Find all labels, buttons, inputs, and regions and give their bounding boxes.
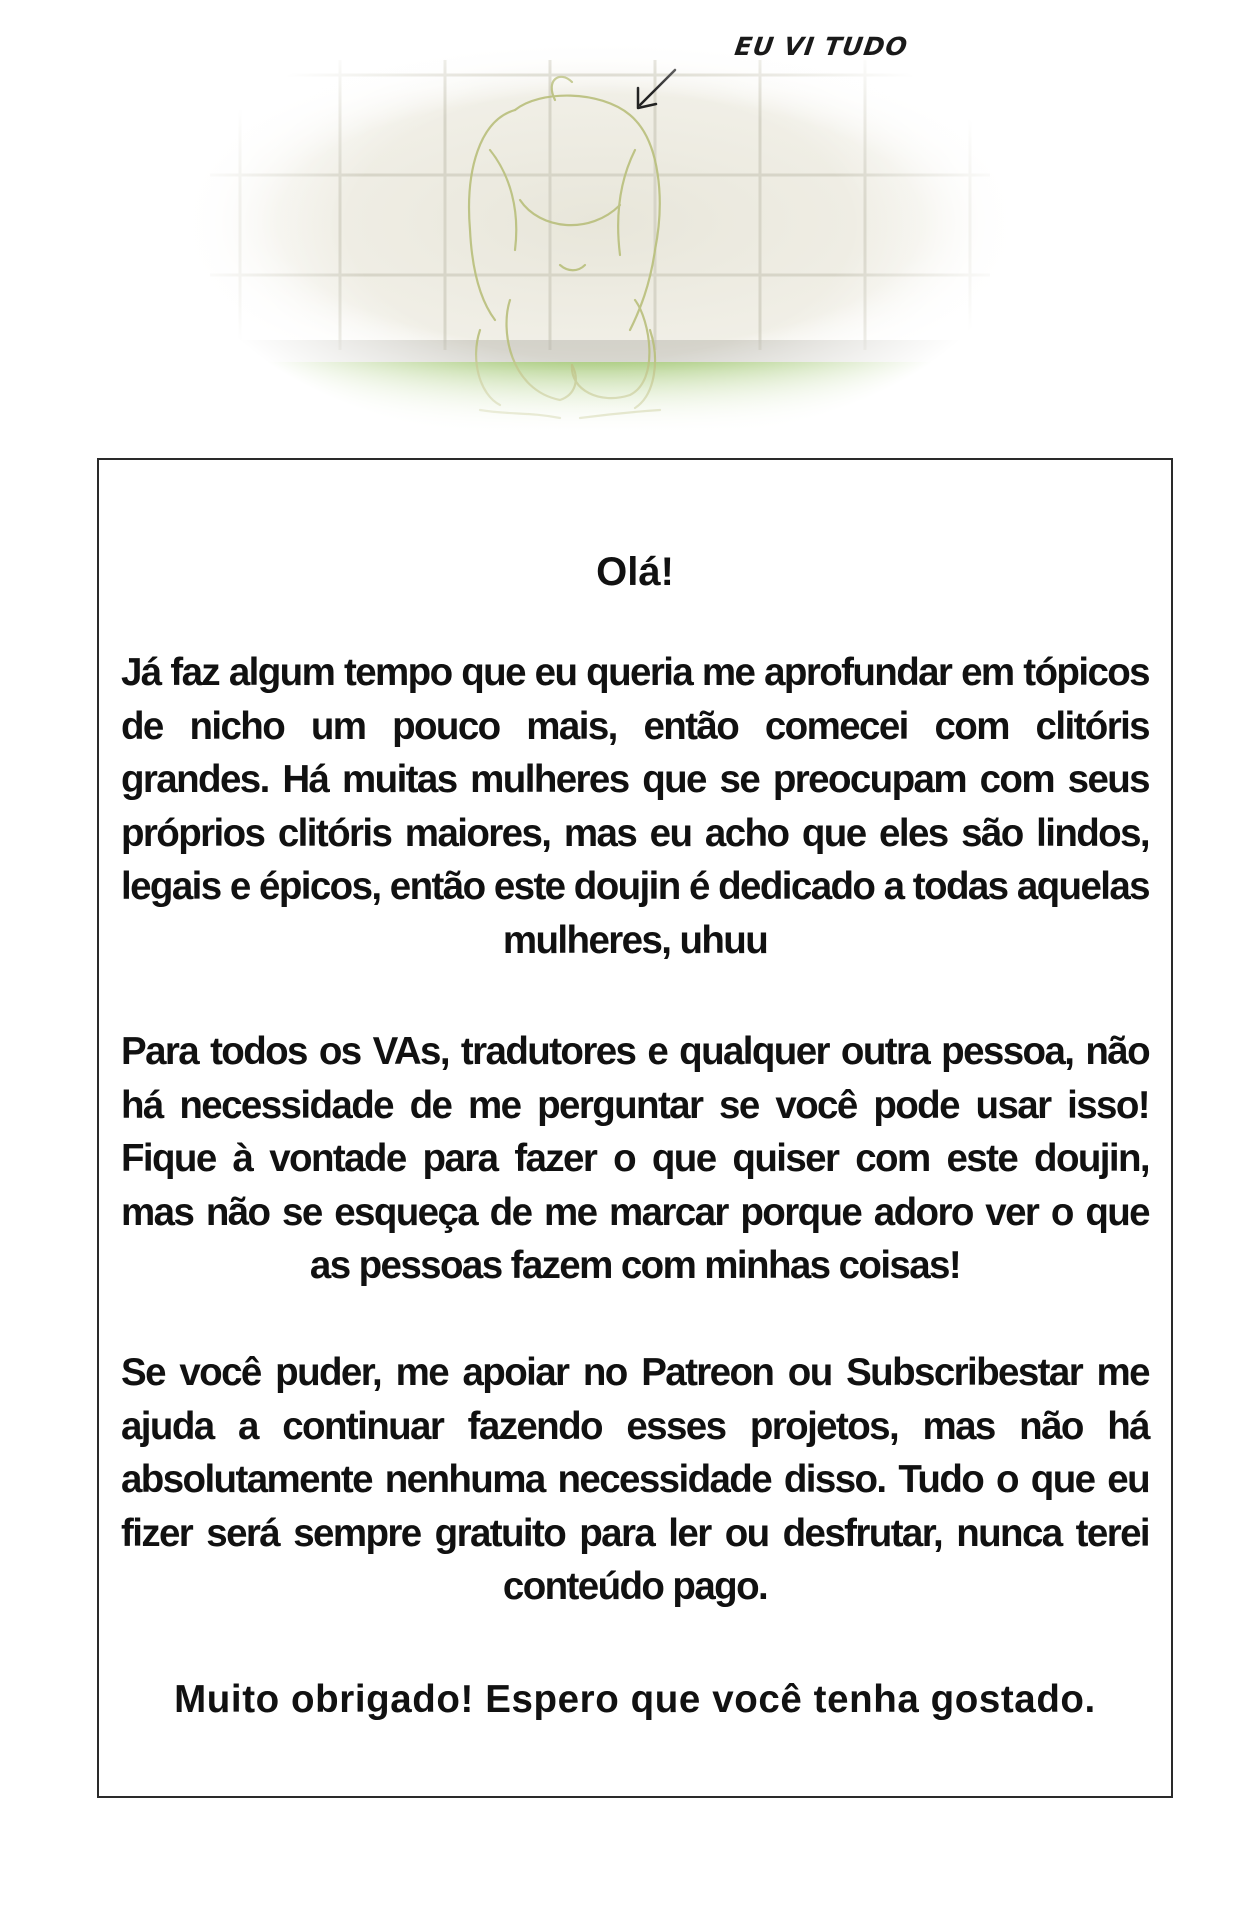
vignette-overlay	[180, 0, 1020, 450]
author-note-box	[97, 458, 1173, 1798]
note-paragraph-support: Se você puder, me apoiar no Patreon ou Subscribestar me ajuda a continuar fazendo esses projetos, mas não há absolutamente nenhuma necessidade disso. Tudo o que eu fizer será sempre gratuito para ler ou desfrutar, nunca terei conteúdo pago.	[121, 1351, 1149, 1608]
note-paragraph-niche-topic: Já faz algum tempo que eu queria me aprofundar em tópicos de nicho um pouco mais, então comecei com clitóris grandes. Há muitas mulheres que se preocupam com seus próprios clitóris maiores, mas eu acho que eles são lindos, legais e épicos, então este doujin é dedicado a todas aquelas mulheres, uhuu	[121, 651, 1149, 962]
bath-scene-drawing	[180, 0, 1020, 450]
note-paragraph-usage-permission: Para todos os VAs, tradutores e qualquer outra pessoa, não há necessidade de me perguntar se você pode usar isso! Fique à vontade para fazer o que quiser com este doujin, mas não se esqueça de me marcar porque adoro ver o que as pessoas fazem com minhas coisas!	[121, 1030, 1149, 1287]
note-closing: Muito obrigado! Espero que você tenha gostado.	[174, 1678, 1096, 1721]
illustration-caption: EU VI TUDO	[732, 32, 910, 61]
note-greeting: Olá!	[596, 550, 674, 594]
bath-scene-illustration	[180, 0, 1020, 450]
